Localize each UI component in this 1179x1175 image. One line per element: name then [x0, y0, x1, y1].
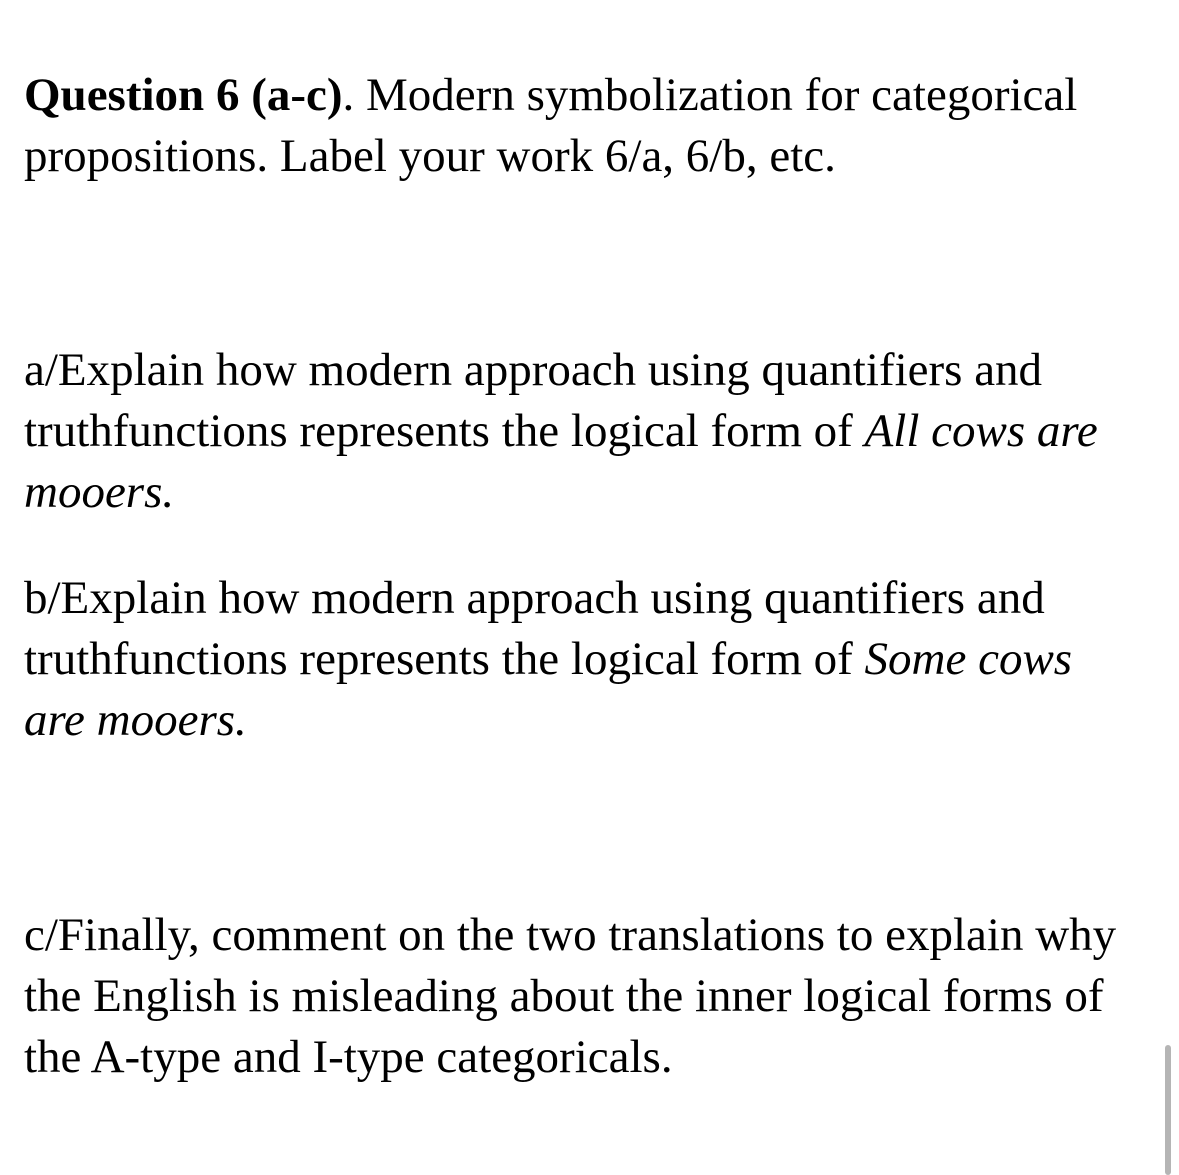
- part-b-paragraph: [24, 568, 1134, 751]
- part-b-text: b/Explain how modern approach using quantifiers and truthfunctions represents the logical form of: [24, 572, 1045, 685]
- part-a-example: All cows are mooers.: [24, 405, 1098, 518]
- question-title: [24, 65, 1134, 187]
- part-a-text: a/Explain how modern approach using quantifiers and truthfunctions represents the logical form of: [24, 344, 1043, 457]
- question-heading: Question 6 (a-c): [24, 69, 343, 121]
- part-c-text: c/Finally, comment on the two translations to explain why the English is misleading about the inner logical forms of the A-type and I-type categoricals.: [24, 909, 1117, 1083]
- part-a-paragraph: [24, 340, 1134, 523]
- part-c-paragraph: [24, 905, 1154, 1088]
- part-b-example: Some cows are mooers.: [24, 633, 1073, 746]
- question-instructions: . Modern symbolization for categorical propositions. Label your work 6/a, 6/b, etc.: [24, 69, 1078, 182]
- vertical-scrollbar[interactable]: [1165, 1045, 1171, 1175]
